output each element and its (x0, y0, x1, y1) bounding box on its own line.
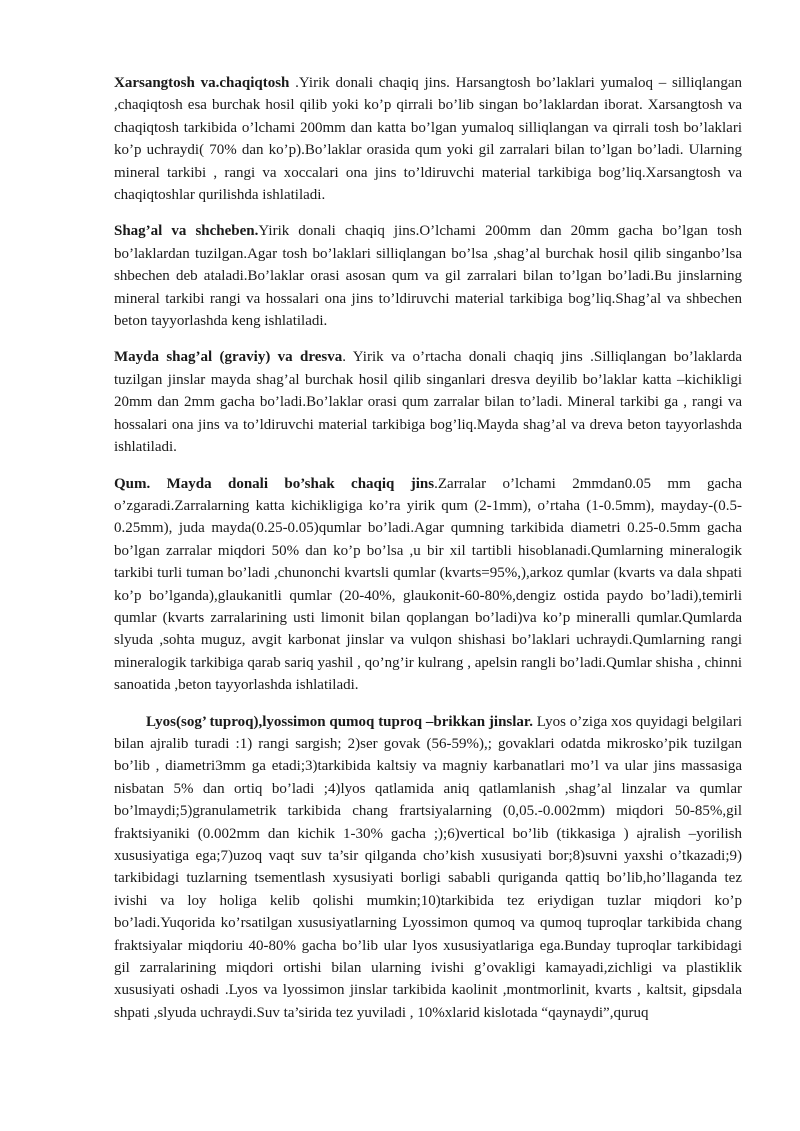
paragraph-heading: Qum. Mayda donali bo’shak chaqiq jins (114, 475, 435, 492)
paragraph-gravel (114, 220, 742, 332)
paragraph-sand (114, 473, 742, 697)
paragraph-heading: Lyos(sog’ tuproq),lyossimon qumoq tuproq –brikkan jinslar. (146, 713, 533, 730)
paragraph-text: .Zarralar o’lchami 2mmdan0.05 mm gacha o’zgaradi.Zarralarning katta kichikligiga ko’ra yirik qum (2-1mm), o’rtaha (1-0.5mm), mayday-(0.5-0.25mm), juda mayda(0.25-0.05)qumlar bo’ladi.Agar qumning tarkibida diametri 0.25-0.5mm gacha bo’lgan zarralar miqdori 50% dan ko’p bo’lsa ,u bir xil tartibli hisoblanadi.Qumlarning mineralogik tarkibi turli tuman bo’ladi ,chunonchi kvartsli qumlar (kvarts=95%,),arkoz qumlar (kvarts va dala shpati ko’p bo’lganda),glaukanitli qumlar (20-40%, glaukonit-60-80%,dengiz ostida paydo bo’ladi),temirli qumlar (kvarts zarralarining usti limonit bilan qoplangan bo’ladi)va ko’p mineralli qumlar.Qumlarda slyuda ,sohta muguz, avgit karbonat jinslar va vulqon shishasi bo’laklari uchraydi.Qumlarning rangi mineralogik tarkibiga qarab sariq yashil , qo’ng’ir kulrang , apelsin rangli bo’ladi.Qumlar shisha , chinni sanoatida ,beton tayyorlashda ishlatiladi. (114, 475, 742, 694)
paragraph-heading: Shag’al va shcheben. (114, 223, 259, 240)
paragraph-loess (114, 711, 742, 1025)
paragraph-heading: Xarsangtosh va.chaqiqtosh (114, 75, 290, 91)
document-page (114, 72, 742, 1038)
paragraph-text: Lyos o’ziga xos quyidagi belgilari bilan ajralib turadi :1) rangi sargish; 2)ser govak (56-59%),; govaklari odatda mikrosko’pik tuzilgan bo’lib , diametri3mm ga etadi;3)tarkibida kaltsiy va magniy karbanatlari mo’l va ular jins massasiga nisbatan 5% dan ortiq bo’ladi ;4)lyos qatlamida aniq qatlamlanish ,shag’al linzalar va qumlar bo’lmaydi;5)granulametrik tarkibida chang frartsiyalarning (0,05.-0.002mm) miqdori 50-85%,gil fraktsiyaniki (0.002mm dan kichik 1-30% gacha ;);6)vertical bo’lib (tikkasiga ) ajralish –yorilish xususiyatiga ega;7)uzoq vaqt suv ta’sir qilganda cho’kish xususiyati bor;8)suvni yaxshi o’tkazadi;9) tarkibidagi tuzlarning tsementlash xysusiyati borligi sababli quriganda qattiq bo’lib,ho’llaganda tez ivishi va loy holiga kelib qolishi mumkin;10)tarkibida tez eriydigan tuzlar miqdori ko’p bo’ladi.Yuqorida ko’rsatilgan xususiyatlarning Lyossimon qumoq va qumoq tuproqlar tarkibida chang fraktsiyalar miqdoriu 40-80% gacha bo’lib ular lyos xususiyatlariga ega.Bunday tuproqlar tarkibidagi gil zarralarining miqdori ortishi bilan ularning ivishi g’ovakligi kamayadi,zichligi va plastiklik xususiyati oshadi .Lyos va lyossimon jinslar tarkibida kaolinit ,montmorlinit, kvarts , kaltsit, gipsdala shpati ,slyuda uchraydi.Suv ta’sirida tez yuviladi , 10%xlarid kislotada “qaynaydi”,quruq (114, 713, 742, 1021)
paragraph-text: .Yirik donali chaqiq jins. Harsangtosh bo’laklari yumaloq – silliqlangan ,chaqiqtosh esa burchak hosil qilib yoki ko’p qirrali bo’lib singan bo’laklardan iborat. Xarsangtosh va chaqiqtosh tarkibida o’lchami 200mm dan katta bo’lgan yumaloq silliqlangan va qirrali tosh bo’laklari ko’p uchraydi( 70% dan ko’p).Bo’laklar orasida qum yoki gil zarralari bilan to’lgan bo’ladi. Ularning mineral tarkibi , rangi va xoccalari ona jins to’ldiruvchi material tarkibiga bog’liq.Xarsangtosh va chaqiqtoshlar qurilishda ishlatiladi. (114, 75, 742, 204)
paragraph-heading: Mayda shag’al (graviy) va dresva (114, 349, 343, 366)
paragraph-text: . Yirik va o’rtacha donali chaqiq jins .Silliqlangan bo’laklarda tuzilgan jinslar mayda shag’al burchak hosil qilib singanlari dresva deyilib bo’laklar katta –kichikligi 20mm dan 2mm gacha bo’ladi.Bo’laklar orasi qum zarralar bilan to’ladi. Mineral tarkibi ga , rangi va hossalari ona jins va to’ldiruvchi material tarkibiga bog’liq.Mayda shag’al va dreva beton tayyorlashda ishlatiladi. (114, 349, 742, 456)
paragraph-fine-gravel (114, 346, 742, 458)
paragraph-text: Yirik donali chaqiq jins.O’lchami 200mm dan 20mm gacha bo’lgan tosh bo’laklardan tuzilgan.Agar tosh bo’laklari silliqlangan bo’lsa ,shag’al burchak hosil qilib singanbo’lsa shbechen deb ataladi.Bo’laklar orasi asosan qum va gil zarralari bilan to’lgan bo’ladi.Bu jinslarning mineral tarkibi rangi va hossalari ona jins to’ldiruvchi material tarkibiga bog’liq.Shag’al va shbechen beton tayyorlashda keng ishlatiladi. (114, 223, 742, 330)
paragraph-boulders (114, 72, 742, 206)
